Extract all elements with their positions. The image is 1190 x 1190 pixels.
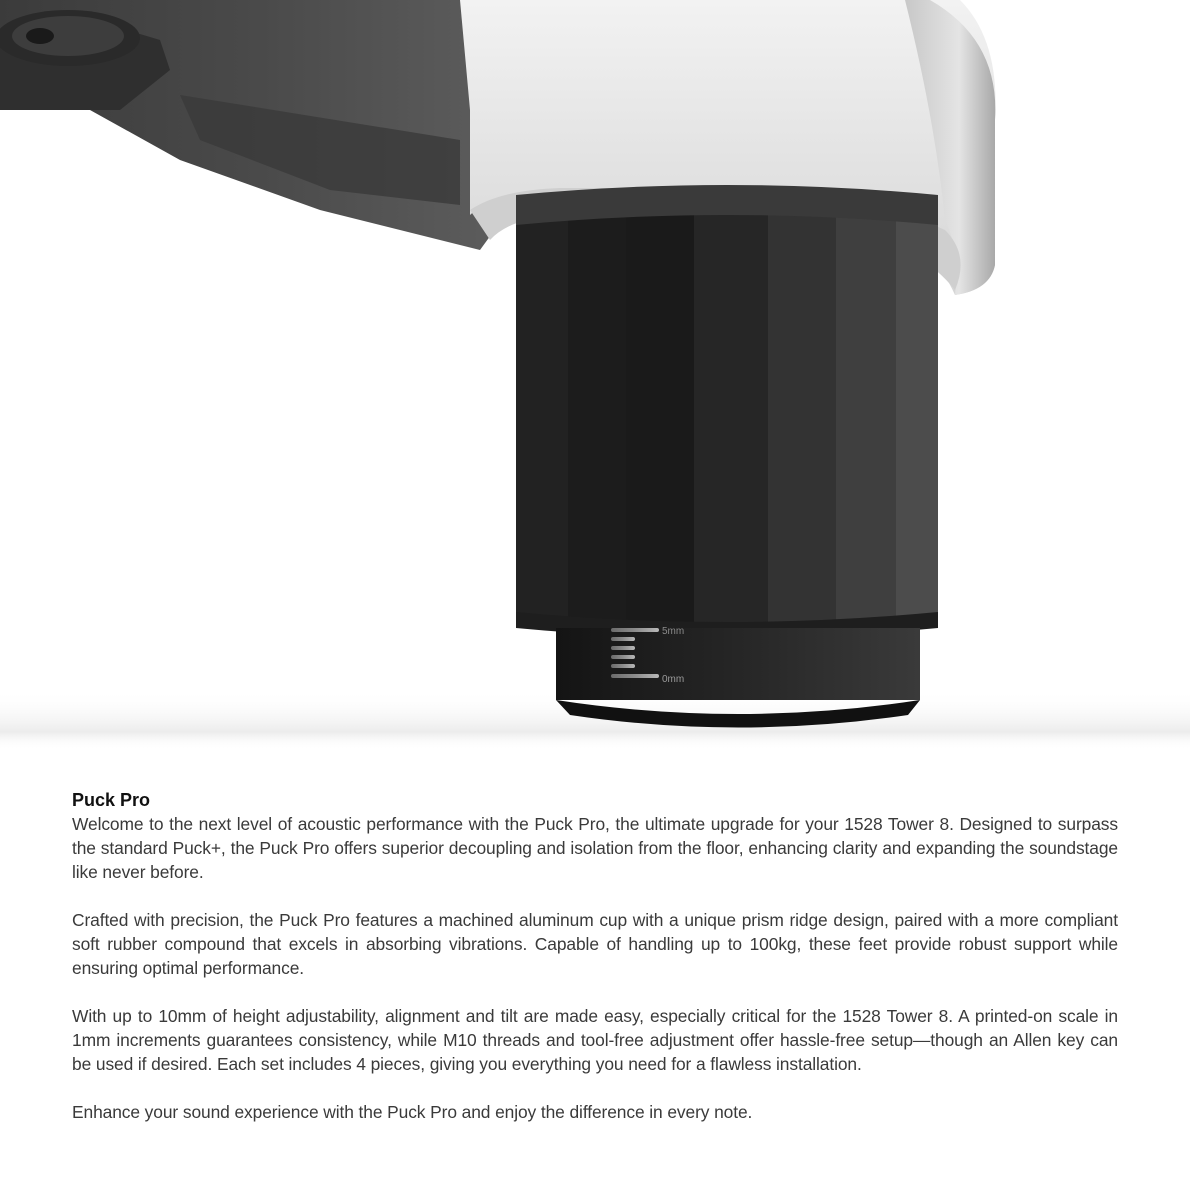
product-title: Puck Pro — [72, 790, 151, 810]
prism-aluminum-cup — [516, 185, 938, 638]
description-paragraph: Crafted with precision, the Puck Pro features a machined aluminum cup with a unique prism ridge design, paired with a more compliant soft rubber compound that excels in absorbing vibrations. Capable of handling up to 100kg, these feet provide robust support while ensuring optimal performance. — [72, 910, 1118, 978]
description-paragraph: With up to 10mm of height adjustability, alignment and tilt are made easy, especially critical for the 1528 Tower 8. A printed-on scale in 1mm increments guarantees consistency, while M10 threads and tool-free adjustment offer hassle-free setup—though an Allen key can be used if desired. Each set includes 4 pieces, giving you everything you need for a flawless installation. — [72, 1006, 1118, 1074]
scale-label-bottom: 0mm — [662, 674, 685, 685]
bolt-icon — [0, 10, 140, 66]
product-description — [72, 788, 1118, 1148]
description-paragraph: Welcome to the next level of acoustic performance with the Puck Pro, the ultimate upgrade for your 1528 Tower 8. Designed to surpass the standard Puck+, the Puck Pro offers superior decoupling and isolation from the floor, enhancing clarity and expanding the soundstage like never before. — [72, 814, 1118, 882]
description-paragraph: Enhance your sound experience with the Puck Pro and enjoy the difference in every note. — [72, 1102, 753, 1122]
scale-label-top: 5mm — [662, 626, 685, 637]
